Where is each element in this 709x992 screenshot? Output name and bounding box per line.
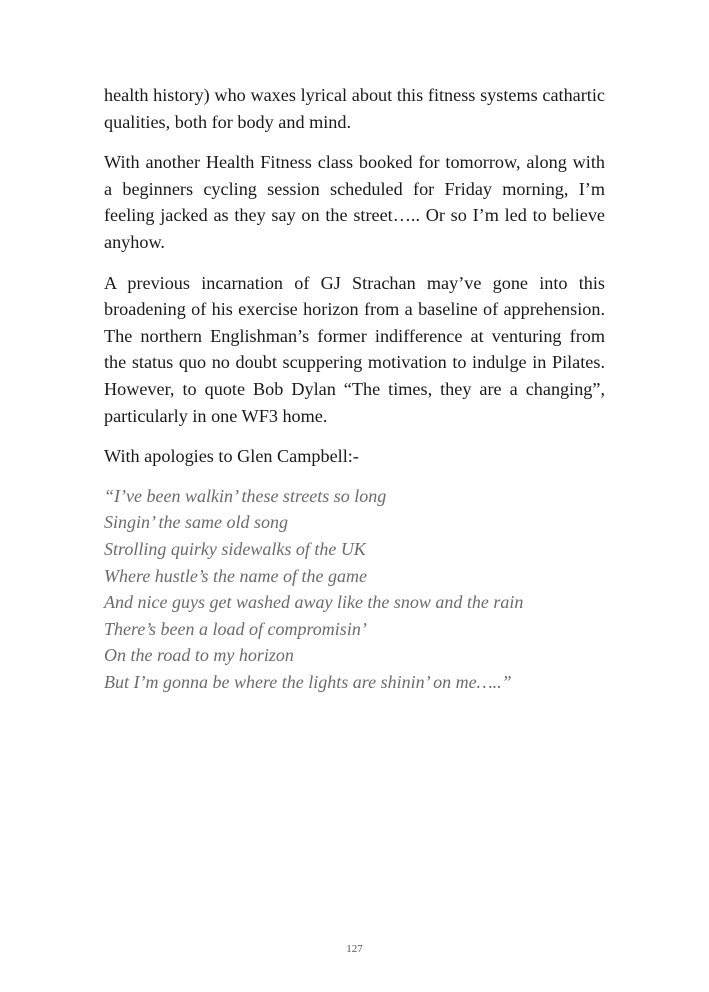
verse-line: Singin’ the same old song — [104, 512, 288, 533]
verse-line: There’s been a load of compromisin’ — [104, 618, 367, 639]
paragraph-3: A previous incarnation of GJ Strachan may’ve gone into this broadening of his exercise horizon from a baseline of apprehension. The northern Englishman’s former indifference at venturing from the status quo no doubt scuppering motivation to indulge in Pilates. However, to quote Bob Dylan “The times, they are a changing”, particularly in one WF3 home. — [104, 272, 605, 426]
paragraph-1: health history) who waxes lyrical about this fitness systems cathartic qualities, both for body and mind. — [104, 85, 605, 132]
verse-block — [104, 483, 605, 696]
verse-line: And nice guys get washed away like the snow and the rain — [104, 592, 524, 613]
page-number: 127 — [346, 943, 363, 955]
paragraph-2: With another Health Fitness class booked for tomorrow, along with a beginners cycling session scheduled for Friday morning, I’m feeling jacked as they say on the street….. Or so I’m led to believe anyhow. — [104, 152, 605, 252]
verse-line: “I’ve been walkin’ these streets so long — [104, 485, 387, 506]
apology-line: With apologies to Glen Campbell:- — [104, 446, 359, 467]
verse-line: Strolling quirky sidewalks of the UK — [104, 538, 366, 559]
verse-line: On the road to my horizon — [104, 645, 294, 666]
verse-line: But I’m gonna be where the lights are shinin’ on me…..” — [104, 671, 512, 692]
page-body — [104, 82, 605, 695]
verse-line: Where hustle’s the name of the game — [104, 565, 367, 586]
